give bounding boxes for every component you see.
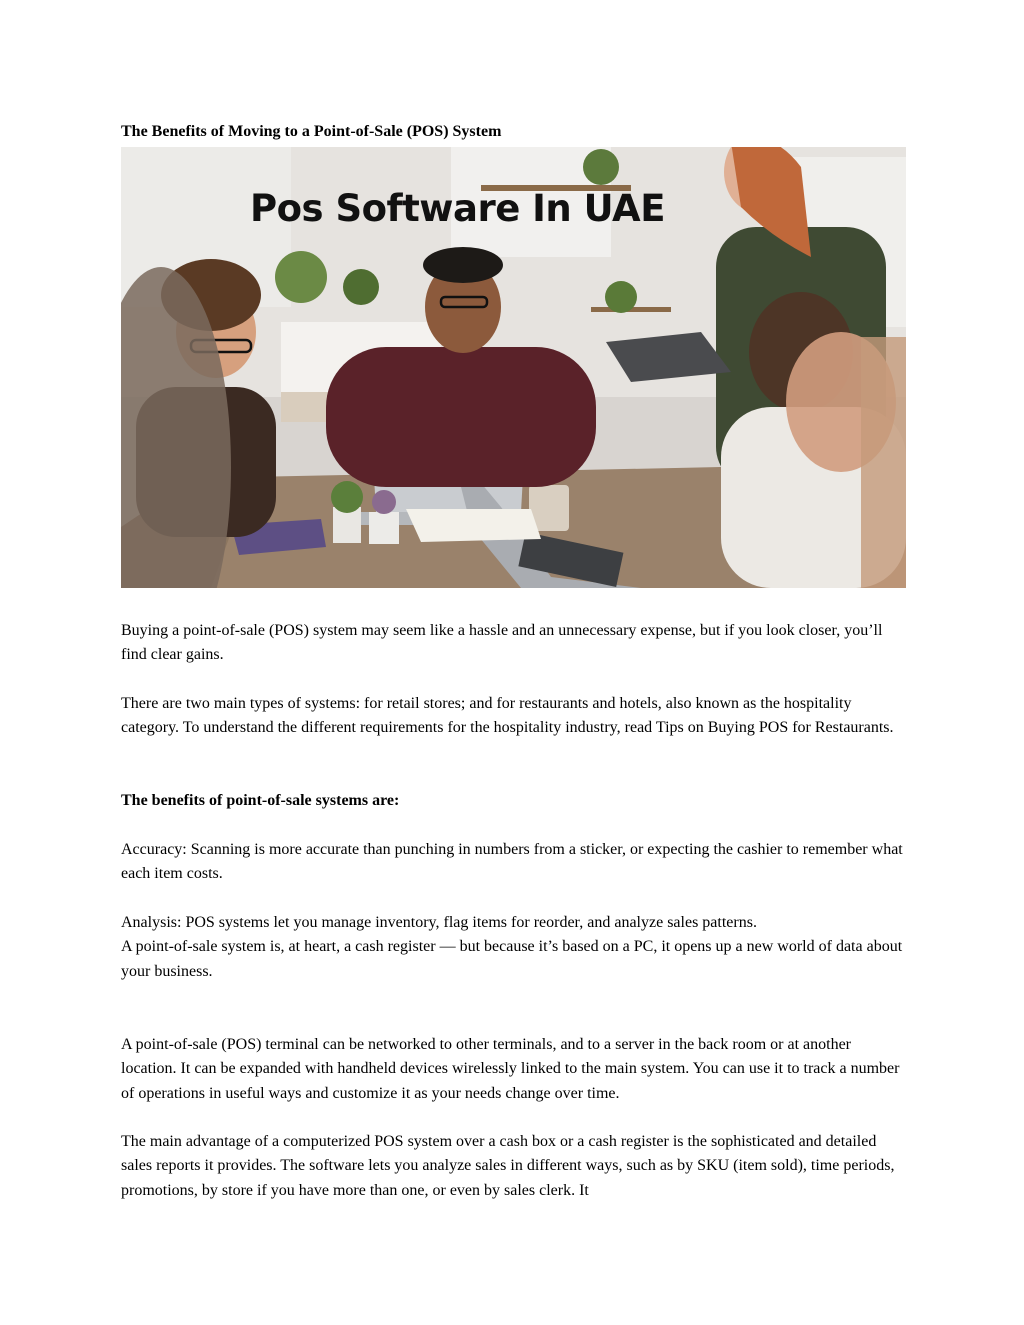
paragraph-text: A point-of-sale system is, at heart, a cash register — but because it’s based on a PC, it opens up a new world of data about your business. <box>121 938 903 980</box>
paragraph-text: Accuracy: Scanning is more accurate than punching in numbers from a sticker, or expecting the cashier to remember what each item costs. <box>121 841 903 883</box>
paragraph-text: Buying a point-of-sale (POS) system may seem like a hassle and an unnecessary expense, but if you look closer, you’ll find clear gains. <box>121 622 883 664</box>
paragraph-system-types <box>121 692 906 741</box>
paragraph-terminal <box>121 1033 906 1106</box>
hero-image <box>121 147 906 588</box>
benefits-heading <box>121 789 906 813</box>
hero-image-caption: Pos Software In UAE <box>250 187 665 230</box>
paragraph-intro <box>121 619 906 668</box>
paragraph-text: A point-of-sale (POS) terminal can be networked to other terminals, and to a server in the back room or at another location. It can be expanded with handheld devices wirelessly linked to the main system. You can use it to track a number of operations in useful ways and customize it as your needs change over time. <box>121 1036 900 1102</box>
section-heading: The benefits of point-of-sale systems are: <box>121 792 400 809</box>
paragraph-text: Analysis: POS systems let you manage inventory, flag items for reorder, and analyze sales patterns. <box>121 914 757 931</box>
paragraph-text: The main advantage of a computerized POS system over a cash box or a cash register is the sophisticated and detailed sales reports it provides. The software lets you analyze sales in different ways, such as by SKU (item sold), time periods, promotions, by store if you have more than one, or even by sales clerk. It <box>121 1133 895 1199</box>
paragraph-analysis <box>121 911 906 984</box>
paragraph-advantage <box>121 1130 906 1203</box>
document-title: The Benefits of Moving to a Point-of-Sale (POS) System <box>121 123 502 140</box>
paragraph-text: There are two main types of systems: for retail stores; and for restaurants and hotels, also known as the hospitality category. To understand the different requirements for the hospitality industry, read Tips on Buying POS for Restaurants. <box>121 695 894 737</box>
paragraph-accuracy <box>121 838 906 887</box>
